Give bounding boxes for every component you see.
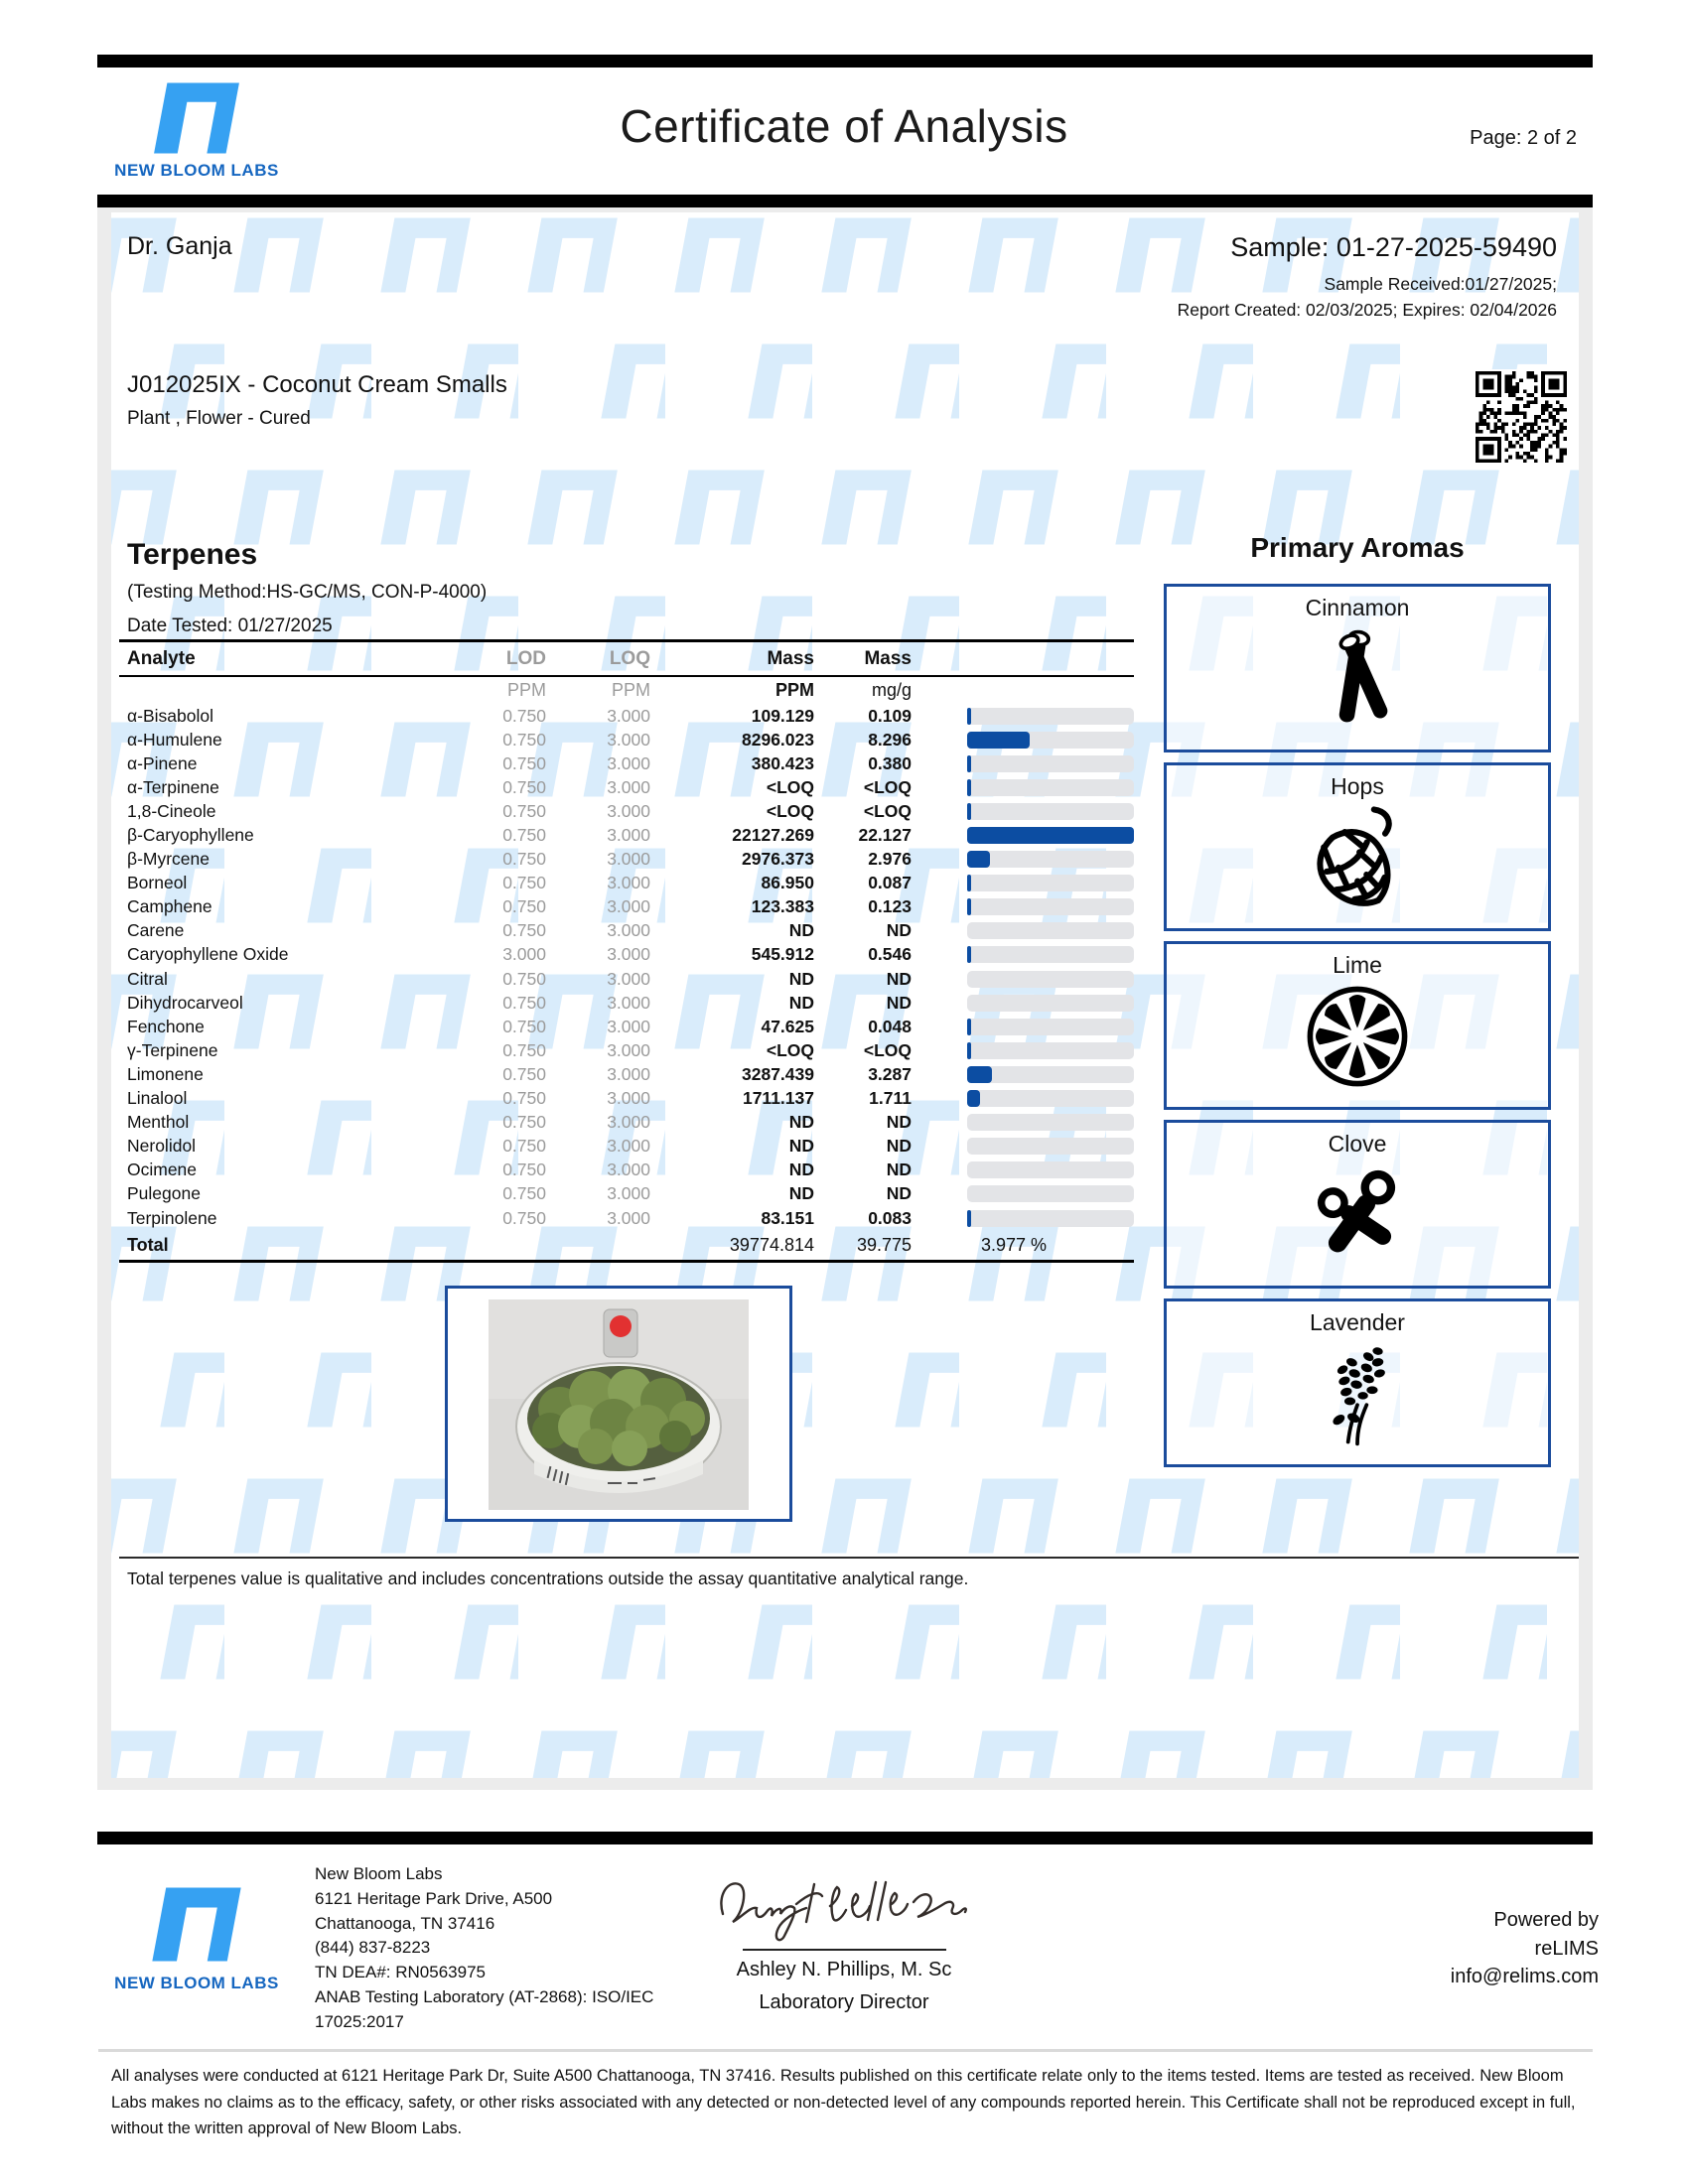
lod-value: 0.750 (502, 1063, 546, 1084)
mass-ppm-value: 8296.023 (742, 729, 814, 750)
mass-ppm-value: 83.151 (761, 1207, 814, 1228)
mass-mgg-value: <LOQ (863, 776, 912, 797)
lab-info-line: (844) 837-8223 (315, 1938, 431, 1958)
product-photo-image (489, 1299, 749, 1510)
lab-info-line: ANAB Testing Laboratory (AT-2868): ISO/IEC (315, 1986, 654, 2006)
table-bottom-rule (119, 1260, 1134, 1263)
analyte-name: Fenchone (127, 1016, 205, 1036)
unit-lod: PPM (506, 680, 546, 700)
powered-by-line: Powered by (1493, 1909, 1599, 1931)
lod-value: 0.750 (502, 729, 546, 750)
analyte-name: γ-Terpinene (127, 1039, 218, 1060)
analyte-name: Nerolidol (127, 1136, 197, 1157)
analyte-name: Limonene (127, 1063, 204, 1084)
loq-value: 3.000 (607, 896, 650, 917)
disclaimer-text: All analyses were conducted at 6121 Heritage Park Dr, Suite A500 Chattanooga, TN 37416. Results published on this certificate relate only to the items tested. Items are tested as received. New Bloom Labs makes no claims as to the efficacy, safety, or other risks associated with any detected or non-detected level of any compounds reported herein. This Certificate shall not be reproduced except in full, without the written approval of New Bloom Labs. (111, 2067, 1576, 2137)
signatory-name: Ashley N. Phillips, M. Sc (736, 1959, 952, 1980)
terpene-row (119, 967, 1134, 991)
analyte-name: Camphene (127, 896, 212, 917)
lab-info-line: 6121 Heritage Park Drive, A500 (315, 1888, 553, 1908)
lod-value: 0.750 (502, 1136, 546, 1157)
client-name: Dr. Ganja (127, 232, 232, 260)
aroma-box-lavender (1164, 1298, 1551, 1467)
mass-ppm-value: 3287.439 (742, 1063, 814, 1084)
lavender-icon (1302, 1338, 1413, 1449)
mass-mgg-value: 0.380 (868, 752, 912, 773)
mass-ppm-value: 545.912 (751, 944, 814, 965)
terpene-bar (967, 803, 1134, 820)
loq-value: 3.000 (607, 776, 650, 797)
loq-value: 3.000 (607, 1183, 650, 1204)
lod-value: 0.750 (502, 896, 546, 917)
terpene-row (119, 1038, 1134, 1062)
lab-info-line: 17025:2017 (315, 2011, 404, 2031)
lod-value: 0.750 (502, 800, 546, 821)
lod-value: 0.750 (502, 776, 546, 797)
terpene-bar (967, 922, 1134, 939)
analyte-name: Caryophyllene Oxide (127, 944, 289, 965)
loq-value: 3.000 (607, 1112, 650, 1133)
terpene-row (119, 1062, 1134, 1086)
col-mass-ppm: Mass (767, 647, 814, 669)
analyte-name: α-Terpinene (127, 776, 219, 797)
terpenes-section-title: Terpenes (127, 538, 258, 571)
mass-mgg-value: 0.123 (868, 896, 912, 917)
signature-block (690, 1870, 998, 2014)
lime-icon (1302, 981, 1413, 1092)
lod-value: 0.750 (502, 1039, 546, 1060)
mass-ppm-value: <LOQ (766, 776, 814, 797)
aroma-label: Hops (1331, 773, 1384, 799)
mass-mgg-value: ND (886, 1160, 912, 1180)
analyte-name: α-Humulene (127, 729, 222, 750)
loq-value: 3.000 (607, 1160, 650, 1180)
col-loq: LOQ (609, 647, 650, 669)
terpene-row (119, 728, 1134, 751)
mass-mgg-value: <LOQ (863, 1039, 912, 1060)
terpene-row (119, 1087, 1134, 1111)
mass-mgg-value: ND (886, 920, 912, 941)
aroma-box-hops (1164, 762, 1551, 931)
lod-value: 0.750 (502, 1088, 546, 1109)
terpene-bar (967, 1066, 1134, 1083)
analyte-name: α-Bisabolol (127, 705, 213, 726)
product-photo (445, 1286, 792, 1522)
terpene-bar (967, 708, 1134, 725)
terpene-row (119, 1206, 1134, 1230)
mass-mgg-value: ND (886, 1183, 912, 1204)
terpene-bar (967, 971, 1134, 988)
lod-value: 0.750 (502, 968, 546, 989)
aroma-label: Cinnamon (1305, 595, 1410, 620)
total-percent: 3.977 % (981, 1234, 1048, 1255)
mass-ppm-value: ND (788, 920, 814, 941)
mass-mgg-value: <LOQ (863, 800, 912, 821)
lab-info-block (315, 1862, 653, 2035)
header-rule (97, 195, 1593, 207)
col-lod: LOD (505, 647, 546, 669)
mass-ppm-value: ND (788, 1183, 814, 1204)
mass-mgg-value: 0.546 (868, 944, 912, 965)
terpene-bar (967, 732, 1134, 749)
sample-id: Sample: 01-27-2025-59490 (1230, 232, 1557, 262)
new-bloom-labs-logo-icon (143, 1886, 250, 1963)
sample-received: Sample Received:01/27/2025; (1324, 274, 1557, 294)
analyte-name: Menthol (127, 1112, 190, 1133)
terpene-bar (967, 1161, 1134, 1178)
lab-info-line: New Bloom Labs (315, 1864, 443, 1883)
clove-icon (1302, 1160, 1413, 1271)
terpene-row (119, 991, 1134, 1015)
terpene-row (119, 919, 1134, 943)
unit-loq: PPM (611, 680, 650, 700)
footer-logo-wordmark: NEW BLOOM LABS (114, 1974, 279, 1992)
terpene-row (119, 872, 1134, 895)
terpene-bar (967, 851, 1134, 868)
terpene-row (119, 1182, 1134, 1206)
loq-value: 3.000 (607, 968, 650, 989)
loq-value: 3.000 (607, 1063, 650, 1084)
page-number: Page: 2 of 2 (1470, 127, 1577, 149)
analyte-name: Pulegone (127, 1183, 201, 1204)
hops-icon (1302, 802, 1413, 913)
signature-icon (711, 1870, 977, 1942)
mass-mgg-value: 0.109 (868, 705, 912, 726)
total-mgg: 39.775 (856, 1234, 912, 1255)
loq-value: 3.000 (607, 849, 650, 870)
terpene-row (119, 1159, 1134, 1182)
mass-mgg-value: 8.296 (868, 729, 912, 750)
loq-value: 3.000 (607, 944, 650, 965)
lod-value: 0.750 (502, 1183, 546, 1204)
loq-value: 3.000 (607, 729, 650, 750)
footnote-rule (119, 1557, 1579, 1559)
lod-value: 0.750 (502, 920, 546, 941)
terpene-bar (967, 1185, 1134, 1202)
terpene-row (119, 751, 1134, 775)
mass-mgg-value: 1.711 (869, 1088, 912, 1109)
lod-value: 3.000 (502, 944, 546, 965)
mass-ppm-value: 123.383 (751, 896, 814, 917)
primary-aromas-title: Primary Aromas (1250, 532, 1465, 563)
analyte-name: Ocimene (127, 1160, 198, 1180)
mass-ppm-value: 86.950 (761, 873, 814, 893)
mass-ppm-value: 1711.137 (742, 1088, 814, 1109)
terpene-bar (967, 779, 1134, 796)
product-type: Plant , Flower - Cured (127, 408, 311, 429)
terpene-row (119, 823, 1134, 847)
mass-ppm-value: ND (788, 1112, 814, 1133)
analyte-name: Linalool (127, 1088, 188, 1109)
terpene-bar (967, 898, 1134, 915)
date-tested: Date Tested: 01/27/2025 (127, 615, 333, 636)
loq-value: 3.000 (607, 705, 650, 726)
terpene-bar (967, 1019, 1134, 1035)
loq-value: 3.000 (607, 920, 650, 941)
lod-value: 0.750 (502, 992, 546, 1013)
aroma-box-clove (1164, 1120, 1551, 1289)
terpene-row (119, 943, 1134, 967)
mass-ppm-value: 380.423 (751, 752, 814, 773)
powered-by-line: info@relims.com (1450, 1966, 1599, 1987)
lab-info-line: Chattanooga, TN 37416 (315, 1913, 495, 1933)
mass-mgg-value: 2.976 (868, 849, 912, 870)
mass-ppm-value: 2976.373 (742, 849, 814, 870)
terpene-bar (967, 1138, 1134, 1155)
terpene-row (119, 775, 1134, 799)
mass-mgg-value: ND (886, 1112, 912, 1133)
signatory-title: Laboratory Director (759, 1991, 929, 2013)
mass-ppm-value: 47.625 (761, 1016, 814, 1036)
mass-mgg-value: ND (886, 1136, 912, 1157)
terpene-row (119, 1015, 1134, 1038)
lod-value: 0.750 (502, 705, 546, 726)
terpene-bar (967, 1042, 1134, 1059)
loq-value: 3.000 (607, 800, 650, 821)
analyte-name: Dihydrocarveol (127, 992, 243, 1013)
aroma-box-cinnamon (1164, 584, 1551, 752)
analyte-name: Terpinolene (127, 1207, 217, 1228)
loq-value: 3.000 (607, 1088, 650, 1109)
terpene-row (119, 895, 1134, 919)
unit-mass-ppm: PPM (774, 680, 814, 700)
terpene-footnote: Total terpenes value is qualitative and includes concentrations outside the assay quantitative analytical range. (127, 1569, 969, 1588)
aroma-label: Lavender (1310, 1309, 1405, 1335)
footer-divider (98, 2049, 1593, 2052)
mass-ppm-value: ND (788, 1136, 814, 1157)
mass-mgg-value: 0.083 (868, 1207, 912, 1228)
terpene-bar (967, 995, 1134, 1012)
product-name: J012025IX - Coconut Cream Smalls (127, 371, 507, 398)
terpene-row (119, 1111, 1134, 1135)
testing-method: (Testing Method:HS-GC/MS, CON-P-4000) (127, 582, 488, 603)
top-rule (97, 55, 1593, 68)
aroma-box-lime (1164, 941, 1551, 1110)
table-units-row (119, 677, 1134, 704)
signature-underline (743, 1949, 946, 1951)
lod-value: 0.750 (502, 849, 546, 870)
terpene-row (119, 1135, 1134, 1159)
col-mass-mgg: Mass (864, 647, 912, 669)
lod-value: 0.750 (502, 1016, 546, 1036)
loq-value: 3.000 (607, 1016, 650, 1036)
table-header-row (119, 642, 1134, 675)
footer-logo (111, 1886, 282, 1993)
terpene-rows (119, 704, 1134, 1230)
powered-by-block (1451, 1906, 1599, 1991)
mass-mgg-value: 0.087 (868, 873, 912, 893)
loq-value: 3.000 (607, 992, 650, 1013)
mass-mgg-value: 3.287 (868, 1063, 912, 1084)
mass-ppm-value: ND (788, 1160, 814, 1180)
content-frame (97, 207, 1593, 1790)
report-created: Report Created: 02/03/2025; Expires: 02/04/2026 (1177, 300, 1557, 320)
mass-ppm-value: 109.129 (751, 705, 814, 726)
analyte-name: Citral (127, 968, 168, 989)
col-analyte: Analyte (127, 647, 196, 669)
mass-ppm-value: <LOQ (766, 1039, 814, 1060)
terpene-table (119, 639, 1134, 1263)
mass-ppm-value: ND (788, 968, 814, 989)
lod-value: 0.750 (502, 1207, 546, 1228)
loq-value: 3.000 (607, 1207, 650, 1228)
loq-value: 3.000 (607, 873, 650, 893)
analyte-name: α-Pinene (127, 752, 198, 773)
terpene-bar (967, 755, 1134, 772)
terpene-bar (967, 1210, 1134, 1227)
mass-mgg-value: 0.048 (868, 1016, 912, 1036)
total-label: Total (127, 1234, 169, 1255)
total-ppm: 39774.814 (729, 1234, 814, 1255)
loq-value: 3.000 (607, 825, 650, 846)
unit-mass-mgg: mg/g (871, 680, 912, 700)
terpene-bar (967, 875, 1134, 891)
mass-mgg-value: 22.127 (858, 825, 912, 846)
logo-wordmark: NEW BLOOM LABS (114, 161, 279, 180)
mass-mgg-value: ND (886, 992, 912, 1013)
lod-value: 0.750 (502, 825, 546, 846)
aroma-label: Lime (1333, 952, 1382, 978)
cinnamon-icon (1303, 623, 1412, 735)
powered-by-line: reLIMS (1534, 1937, 1599, 1960)
analyte-name: β-Caryophyllene (127, 825, 254, 846)
page-title: Certificate of Analysis (620, 100, 1068, 152)
terpene-bar (967, 946, 1134, 963)
mass-mgg-value: ND (886, 968, 912, 989)
terpene-bar (967, 1114, 1134, 1131)
mass-ppm-value: 22127.269 (732, 825, 814, 846)
loq-value: 3.000 (607, 1039, 650, 1060)
lod-value: 0.750 (502, 752, 546, 773)
aroma-label: Clove (1328, 1131, 1387, 1157)
lab-info-line: TN DEA#: RN0563975 (315, 1963, 486, 1982)
total-row (119, 1230, 1134, 1260)
terpene-bar (967, 1090, 1134, 1107)
mass-ppm-value: ND (788, 992, 814, 1013)
lod-value: 0.750 (502, 873, 546, 893)
analyte-name: Carene (127, 920, 185, 941)
qr-code (1474, 369, 1573, 469)
loq-value: 3.000 (607, 1136, 650, 1157)
terpene-bar (967, 827, 1134, 844)
terpene-row (119, 848, 1134, 872)
analyte-name: Borneol (127, 873, 188, 893)
terpene-row (119, 704, 1134, 728)
footer-rule (97, 1832, 1593, 1844)
loq-value: 3.000 (607, 752, 650, 773)
mass-ppm-value: <LOQ (766, 800, 814, 821)
lod-value: 0.750 (502, 1160, 546, 1180)
analyte-name: β-Myrcene (127, 849, 210, 870)
analyte-name: 1,8-Cineole (127, 800, 216, 821)
lod-value: 0.750 (502, 1112, 546, 1133)
terpene-row (119, 799, 1134, 823)
